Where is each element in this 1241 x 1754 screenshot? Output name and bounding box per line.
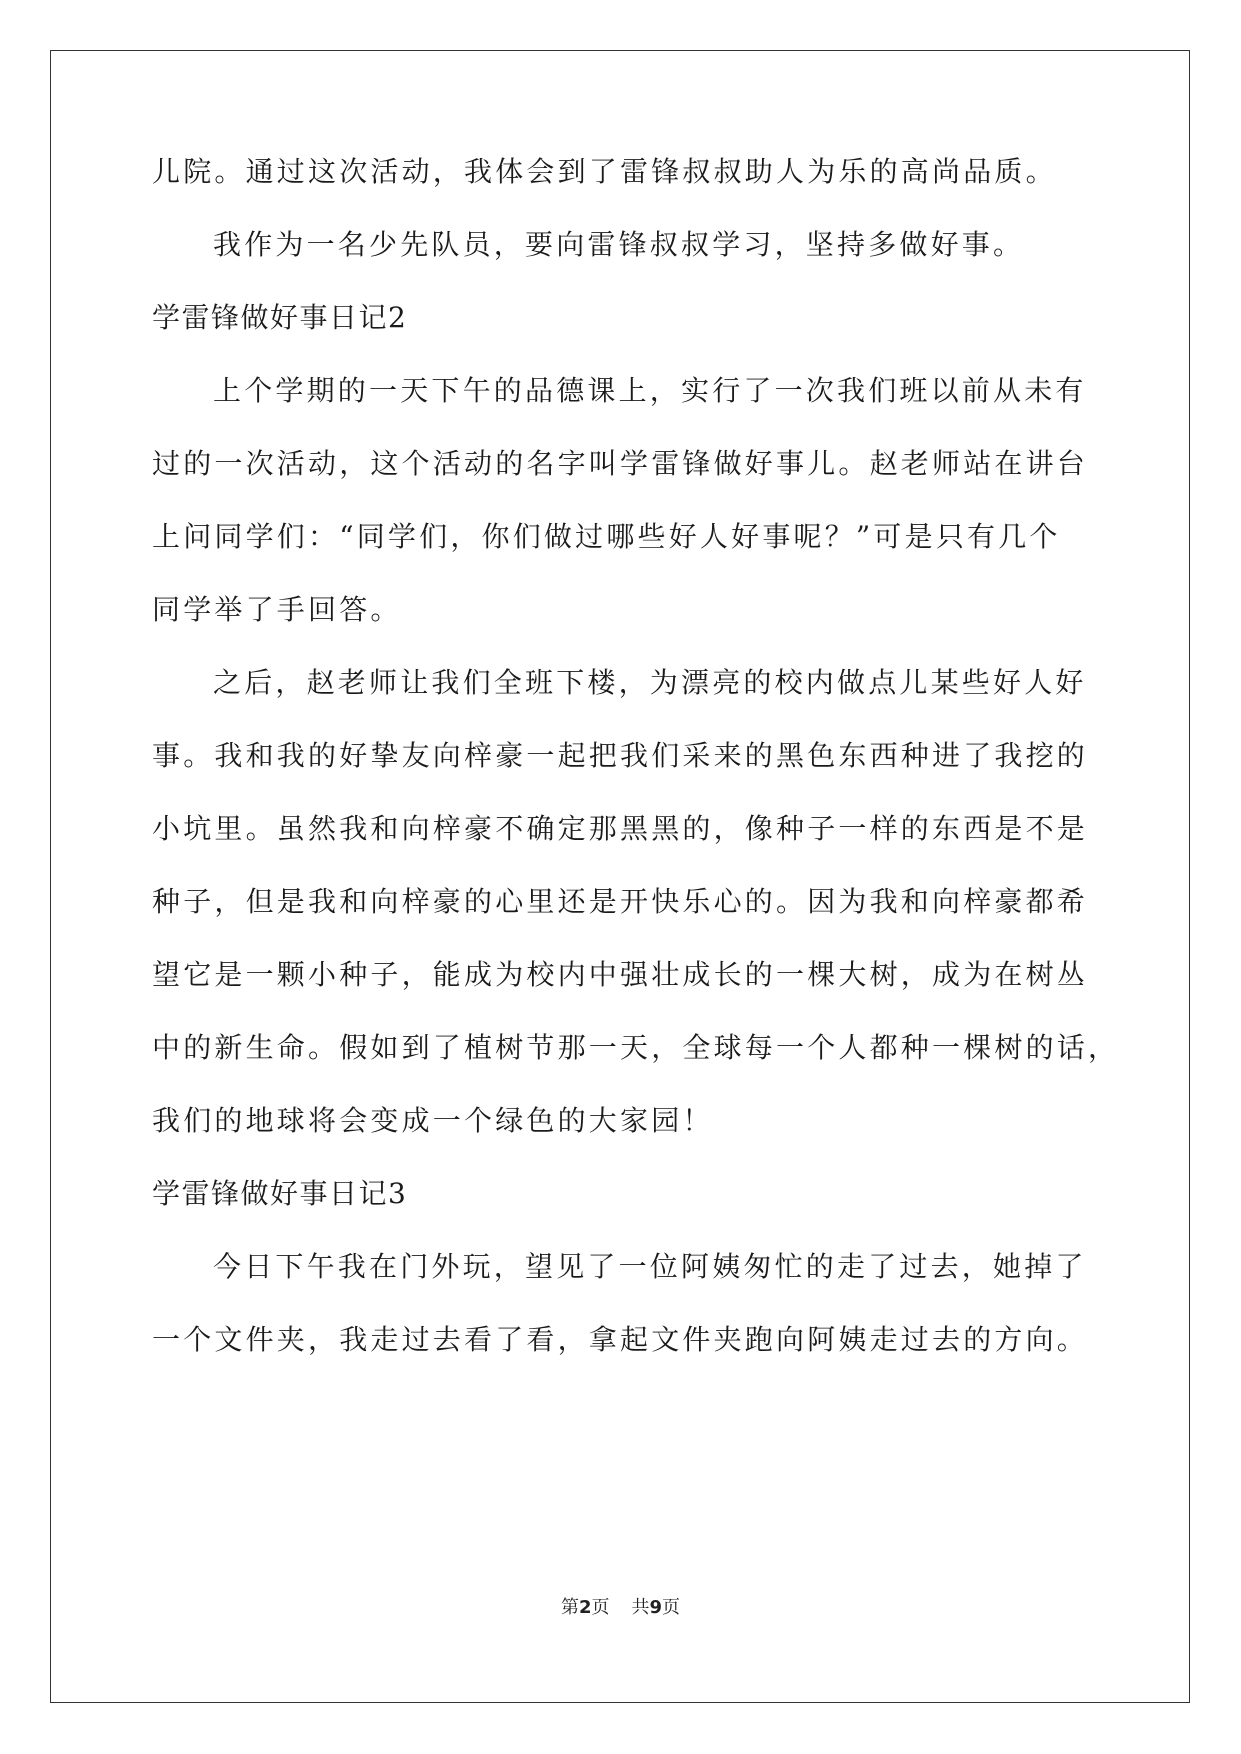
paragraph-line: 同学举了手回答。 bbox=[152, 593, 402, 626]
page-total-number: 9 bbox=[649, 1597, 663, 1618]
paragraph-line: 今日下午我在门外玩，望见了一位阿姨匆忙的走了过去，她掉了 bbox=[213, 1250, 1087, 1283]
paragraph-line: 一个文件夹，我走过去看了看，拿起文件夹跑向阿姨走过去的方向。 bbox=[152, 1323, 1089, 1356]
paragraph-line: 事。我和我的好挚友向梓豪一起把我们采来的黑色东西种进了我挖的 bbox=[152, 739, 1089, 772]
paragraph-line: 之后，赵老师让我们全班下楼，为漂亮的校内做点儿某些好人好 bbox=[213, 666, 1087, 699]
page-current-number: 2 bbox=[578, 1597, 592, 1618]
page-footer bbox=[0, 1596, 1241, 1620]
paragraph-line: 望它是一颗小种子，能成为校内中强壮成长的一棵大树，成为在树丛 bbox=[152, 958, 1089, 991]
paragraph-line: 儿院。通过这次活动，我体会到了雷锋叔叔助人为乐的高尚品质。 bbox=[152, 155, 1057, 188]
page-label-suffix: 页 bbox=[591, 1597, 610, 1618]
paragraph-line: 上个学期的一天下午的品德课上，实行了一次我们班以前从未有 bbox=[213, 374, 1087, 407]
paragraph-line: 过的一次活动，这个活动的名字叫学雷锋做好事儿。赵老师站在讲台 bbox=[152, 447, 1089, 480]
paragraph-line: 我们的地球将会变成一个绿色的大家园！ bbox=[152, 1104, 714, 1137]
section-heading-diary-3: 学雷锋做好事日记3 bbox=[152, 1177, 408, 1210]
paragraph-line: 我作为一名少先队员，要向雷锋叔叔学习，坚持多做好事。 bbox=[213, 228, 1025, 261]
total-label-suffix: 页 bbox=[662, 1597, 681, 1618]
page-frame bbox=[50, 50, 1190, 1703]
total-label-prefix: 共 bbox=[631, 1597, 650, 1618]
section-heading-diary-2: 学雷锋做好事日记2 bbox=[152, 301, 408, 334]
page-label-prefix: 第 bbox=[560, 1597, 579, 1618]
paragraph-line: 种子，但是我和向梓豪的心里还是开快乐心的。因为我和向梓豪都希 bbox=[152, 885, 1089, 918]
paragraph-line: 上问同学们：“同学们，你们做过哪些好人好事呢？”可是只有几个 bbox=[152, 520, 1061, 553]
paragraph-line: 中的新生命。假如到了植树节那一天，全球每一个人都种一棵树的话， bbox=[152, 1031, 1120, 1064]
paragraph-line: 小坑里。虽然我和向梓豪不确定那黑黑的，像种子一样的东西是不是 bbox=[152, 812, 1089, 845]
